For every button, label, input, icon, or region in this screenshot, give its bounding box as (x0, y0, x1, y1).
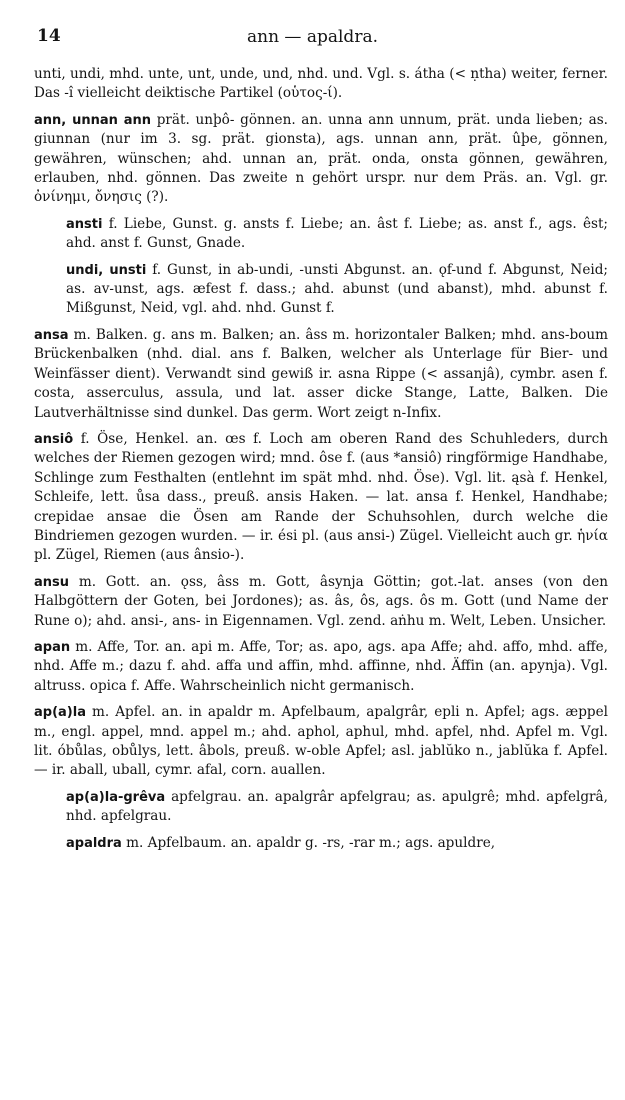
entry-text: prät. unþô- gönnen. an. unna ann unnum, prät. unda lieben; as. giunnan (nur im 3. sg. prät. gionsta), ags. unnan ann, prät. ûþe, gönnen, gewähren, wünschen; ahd. unnan an, prät. onda, onsta gönnen, gewähren, erlauben, nhd. gönnen. Das zweite n gehört urspr. nur dem Präs. an. Vgl. gr. ὀνίνημι, ὄνησις (?). (34, 111, 608, 206)
entry-text: unti, undi, mhd. unte, unt, unde, und, nhd. und. Vgl. s. átha (< ṇtha) weiter, ferner. Das -î vielleicht deiktische Partikel (οὑτος-ί). (34, 66, 608, 102)
entry-headword: ansti (66, 216, 103, 232)
page-number: 14 (37, 26, 61, 46)
entry-apala-greva (34, 788, 608, 827)
running-title: ann — apaldra. (247, 27, 378, 47)
entry-text: f. Liebe, Gunst. g. ansts f. Liebe; an. âst f. Liebe; as. anst f., ags. êst; ahd. anst f. Gunst, Gnade. (66, 215, 609, 252)
entry-ann (34, 111, 608, 208)
entry-headword: ap(a)la-grêva (66, 789, 166, 805)
entry-ansio (34, 430, 608, 566)
entry-ansu (34, 573, 608, 631)
entry-ansti (34, 215, 608, 254)
entry-apaldra (34, 834, 608, 853)
entry-headword: ap(a)la (34, 705, 86, 721)
entry-text: m. Balken. g. ans m. Balken; an. âss m. horizontaler Balken; mhd. ans-boum Brückenbalken (nhd. dial. ans f. Balken, welcher als Unterlage für Bier- und Weinfässer dient). Verwandt sind gewiß ir. asna Rippe (< assanjâ), cymbr. asen f. costa, asserculus, assula, und lat. asser dicke Stange, Latte, Balken. Die Lautverhältnisse sind dunkel. Das germ. Wort zeigt n-Infix. (34, 326, 608, 421)
entry-headword: undi, unsti (66, 262, 147, 278)
entry-text: m. Gott. an. ǫss, âss m. Gott, âsynja Göttin; got.-lat. anses (von den Halbgöttern der Goten, bei Jordones); as. âs, ôs, ags. ôs m. Gott (und Name der Rune o); ahd. ansi-, ans- in Eigennamen. Vgl. zend. aṅhu m. Welt, Leben. Unsicher. (34, 573, 608, 629)
entry-ansa (34, 326, 608, 423)
entry-headword: ansiô (34, 431, 74, 447)
entry-undi (34, 261, 608, 319)
entry-text: f. Gunst, in ab-undi, -unsti Abgunst. an. ǫf-und f. Abgunst, Neid; as. av-unst, ags. æfest f. dass.; ahd. abunst (und abanst), mhd. abunst f. Mißgunst, Neid, vgl. ahd. nhd. Gunst f. (66, 261, 608, 317)
entry-text: m. Apfelbaum. an. apaldr g. -rs, -rar m.; ags. apuldre, (126, 834, 496, 851)
entry-text: m. Apfel. an. in apaldr m. Apfelbaum, apalgrâr, epli n. Apfel; ags. æppel m., engl. appel, mnd. appel m.; ahd. aphol, aphul, mhd. apfel, nhd. Apfel m. Vgl. lit. óbůlas, obůlys, lett. âbols, preuß. w-oble Apfel; asl. jablŭko n., jablŭka f. Apfel. — ir. aball, uball, cymr. afal, corn. auallen. (34, 704, 608, 779)
dictionary-entries (34, 65, 608, 860)
entry-apan (34, 638, 608, 696)
entry-apala (34, 703, 608, 781)
page-header (0, 26, 625, 50)
entry-headword: apan (34, 639, 71, 655)
entry-text: m. Affe, Tor. an. api m. Affe, Tor; as. apo, ags. apa Affe; ahd. affo, mhd. affe, nhd. Affe m.; dazu f. ahd. affa und affin, mhd. affinne, nhd. Äffin (an. apynja). Vgl. altruss. opica f. Affe. Wahrscheinlich nicht germanisch. (34, 638, 608, 694)
entry-headword: ansa (34, 327, 69, 343)
entry-text: f. Öse, Henkel. an. œs f. Loch am oberen Rand des Schuhleders, durch welches der Riemen gezogen wird; mnd. ôse f. (aus *ansiô) ringförmige Handhabe, Schlinge zum Festhalten (entlehnt im spät mhd. nhd. Öse). Vgl. lit. ąsà f. Henkel, Schleife, lett. ůsa dass., preuß. ansis Haken. — lat. ansa f. Henkel, Handhabe; crepidae ansae die Ösen am Rande der Schuhsohlen, durch welche die Bindriemen gezogen wurden. — ir. ési pl. (aus ansi-) Zügel. Vielleicht auch gr. ἡνία pl. Zügel, Riemen (aus ânsio-). (34, 430, 609, 564)
entry-headword: ansu (34, 574, 70, 590)
entry-text: apfelgrau. an. apalgrâr apfelgrau; as. apulgrê; mhd. apfelgrâ, nhd. apfelgrau. (66, 788, 608, 825)
entry-headword: apaldra (66, 835, 122, 851)
entry-headword: ann, unnan ann (34, 112, 152, 128)
entry-continuation (34, 65, 608, 104)
